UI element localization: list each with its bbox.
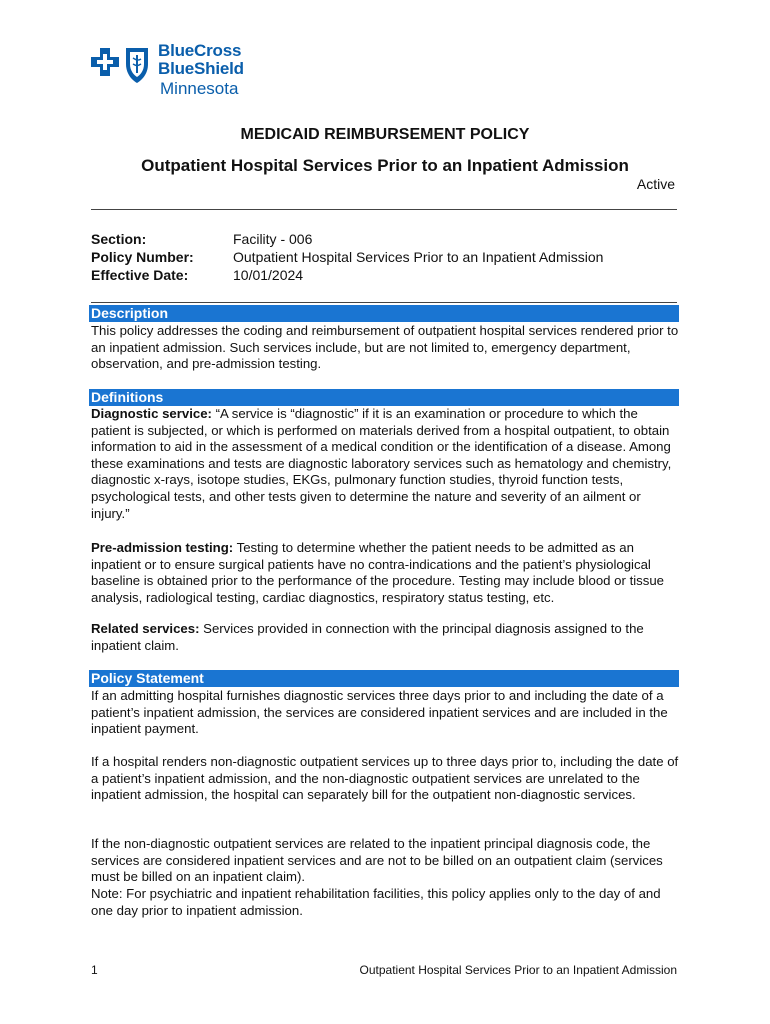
logo-line-1: BlueCross <box>158 41 242 60</box>
section-value: Facility - 006 <box>233 231 313 247</box>
logo-line-2: BlueShield <box>158 59 244 78</box>
policy-note: Note: For psychiatric and inpatient rehabilitation facilities, this policy applies only to the day of and one day prior to inpatient admission. <box>91 886 661 918</box>
effective-date-label: Effective Date: <box>91 267 189 283</box>
definition-text: Testing to determine whether the patient needs to be admitted as an inpatient or to ensure surgical patients have no contra-indications and the patient’s physiological baseline is obtained prior to the performance of the procedure. Testing may include blood or tissue analysis, radiological testing, cardiac diagnostics, respiratory status testing, etc. <box>91 540 665 605</box>
page-number: 1 <box>91 963 98 977</box>
meta-row-effective-date <box>91 266 603 284</box>
definition-text: “A service is “diagnostic” if it is an examination or procedure to which the patient is subjected, or which is performed on materials derived from a hospital outpatient, to obtain information to aid in the assessment of a medical condition or the identification of a disease. Among these examinations and tests are diagnostic laboratory services such as hematology and chemistry, diagnostic x-rays, isotope studies, EKGs, pulmonary function studies, thyroid function tests, psychological tests, and other tests given to determine the nature and severity of an ailment or injury.” <box>91 406 672 521</box>
definition-term: Diagnostic service: <box>91 406 212 421</box>
document-title: MEDICAID REIMBURSEMENT POLICY <box>240 126 530 143</box>
section-label: Section: <box>91 231 147 247</box>
definition-pre-admission-testing <box>91 540 681 606</box>
meta-row-policy-number <box>91 248 603 266</box>
policy-title: Outpatient Hospital Services Prior to an Inpatient Admission <box>141 156 629 175</box>
logo-wordmark <box>158 42 244 100</box>
status-label: Active <box>636 176 675 192</box>
effective-date-value: 10/01/2024 <box>233 267 304 283</box>
policy-number-label: Policy Number: <box>91 249 194 265</box>
definition-text: Services provided in connection with the principal diagnosis assigned to the inpatient claim. <box>91 621 644 653</box>
definitions-heading: Definitions <box>89 389 679 406</box>
policy-meta <box>91 230 603 284</box>
policy-number-value: Outpatient Hospital Services Prior to an Inpatient Admission <box>233 249 604 265</box>
policy-statement-heading: Policy Statement <box>89 670 679 687</box>
divider-meta <box>91 302 677 303</box>
cross-shield-icon <box>90 46 156 96</box>
logo-line-3: Minnesota <box>160 79 239 98</box>
description-text: This policy addresses the coding and reimbursement of outpatient hospital services rendered prior to an inpatient admission. Such services include, but are not limited to, emergency department, observation, and pre-admission testing. <box>91 323 679 372</box>
meta-row-section <box>91 230 603 248</box>
policy-paragraph: If the non-diagnostic outpatient services are related to the inpatient principal diagnosis code, the services are considered inpatient services and are not to be billed on an outpatient claim (services must be billed on an inpatient claim). <box>91 836 663 885</box>
footer-title: Outpatient Hospital Services Prior to an Inpatient Admission <box>359 963 677 977</box>
bcbs-logo <box>90 42 270 108</box>
definition-diagnostic-service <box>91 406 681 522</box>
definition-term: Related services: <box>91 621 200 636</box>
description-heading: Description <box>89 305 679 322</box>
definition-term: Pre-admission testing: <box>91 540 234 555</box>
definition-related-services <box>91 621 681 654</box>
divider-top <box>91 209 677 210</box>
policy-paragraph: If a hospital renders non-diagnostic outpatient services up to three days prior to, including the date of a patient’s inpatient admission, and the non-diagnostic outpatient services are unrelated to the inpatient admission, the hospital can separately bill for the outpatient non-diagnostic services. <box>91 754 679 803</box>
policy-paragraph: If an admitting hospital furnishes diagnostic services three days prior to and including the date of a patient’s inpatient admission, the services are considered inpatient services and are included in the inpatient payment. <box>91 688 668 737</box>
